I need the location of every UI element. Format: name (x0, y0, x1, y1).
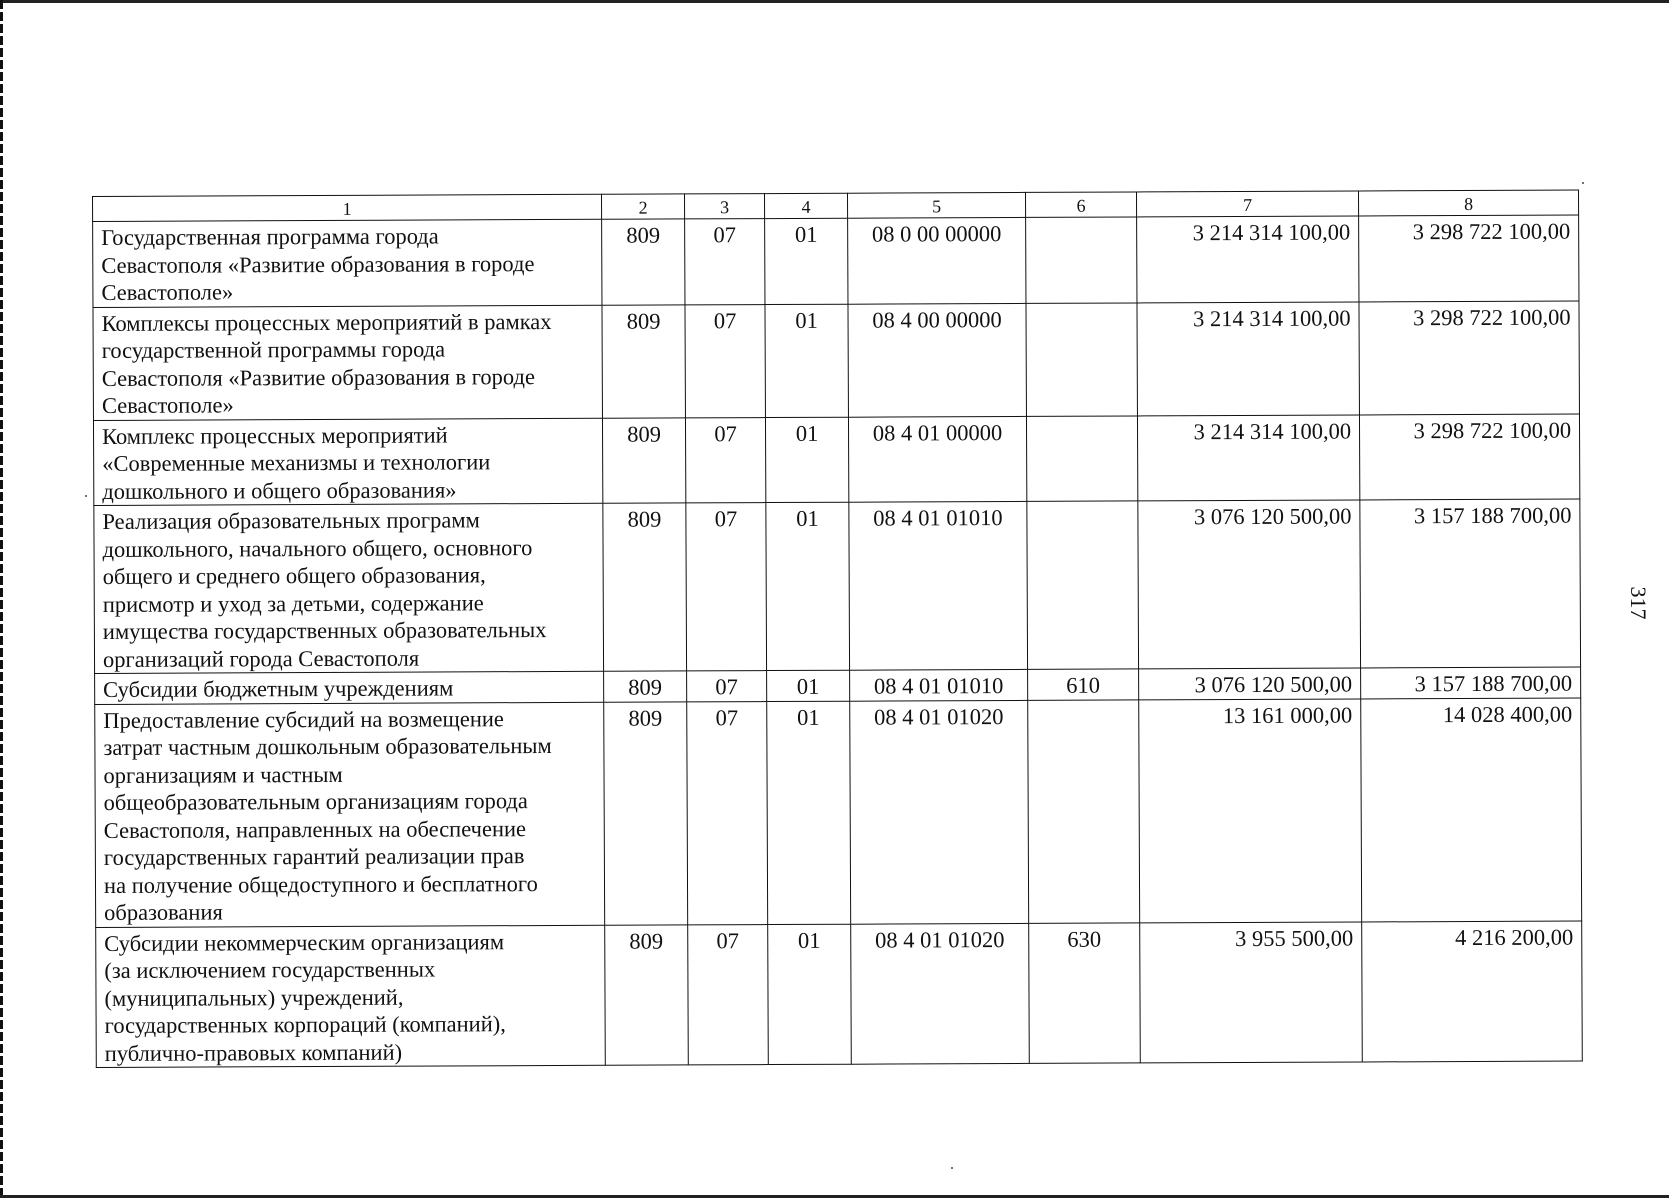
row-col-6 (1026, 415, 1137, 501)
row-col-7: 3 214 314 100,00 (1137, 301, 1359, 415)
header-cell: 4 (764, 193, 847, 218)
row-col-3: 07 (685, 417, 765, 503)
row-col-5: 08 4 00 00000 (848, 303, 1026, 417)
row-col-2: 809 (604, 671, 687, 702)
row-col-2: 809 (602, 304, 685, 417)
row-col-3: 07 (685, 304, 765, 417)
budget-table (92, 190, 1583, 1068)
header-cell: 1 (93, 194, 602, 221)
table-row (93, 215, 1579, 307)
table-row (93, 414, 1579, 506)
row-col-8: 3 298 722 100,00 (1359, 301, 1579, 415)
header-cell: 2 (601, 194, 684, 219)
row-col-5: 08 4 01 00000 (848, 416, 1026, 502)
row-col-7: 3 214 314 100,00 (1137, 216, 1359, 302)
row-col-5: 08 4 01 01020 (850, 700, 1029, 924)
row-col-4: 01 (767, 670, 850, 701)
row-col-2: 809 (603, 503, 687, 671)
row-col-5: 08 0 00 00000 (848, 217, 1026, 303)
row-col-7: 3 076 120 500,00 (1139, 668, 1361, 699)
row-col-5: 08 4 01 01020 (851, 923, 1030, 1064)
row-col-3: 07 (687, 671, 767, 702)
row-col-4: 01 (766, 502, 850, 670)
row-col-7: 13 161 000,00 (1139, 698, 1362, 922)
scan-top-border (0, 0, 1669, 3)
row-col-2: 809 (604, 701, 688, 924)
row-col-8: 4 216 200,00 (1362, 921, 1583, 1062)
row-col-3: 07 (685, 219, 765, 305)
row-col-6 (1028, 699, 1140, 922)
row-col-6: 610 (1028, 669, 1139, 700)
header-cell: 3 (684, 194, 764, 219)
page-number: 317 (1626, 586, 1651, 620)
row-col-6: 630 (1029, 922, 1141, 1063)
row-name: Государственная программа города Севастополя «Развитие образования в городе Севастополе» (93, 219, 602, 307)
row-col-8: 3 298 722 100,00 (1359, 215, 1579, 301)
row-name: Комплекс процессных мероприятий «Современные механизмы и технологии дошкольного и общего образования» (93, 418, 602, 506)
row-name: Субсидии бюджетным учреждениям (95, 671, 604, 704)
row-name: Предоставление субсидий на возмещение затрат частным дошкольным образовательным организациям и частным общеобразовательным организациям города Севастополя, направленных на обеспечение государственных гарантий реализации прав на получение общедоступного и бесплатного образования (95, 702, 605, 927)
table-row (94, 499, 1581, 673)
row-col-3: 07 (686, 503, 767, 671)
row-col-8: 3 157 188 700,00 (1361, 667, 1581, 698)
row-col-6 (1026, 302, 1137, 415)
row-col-3: 07 (688, 924, 769, 1065)
table-row (95, 698, 1582, 927)
scan-left-border (0, 0, 3, 1200)
table-row (93, 301, 1579, 420)
row-col-5: 08 4 01 01010 (849, 501, 1028, 670)
row-col-8: 14 028 400,00 (1361, 698, 1582, 922)
table-row (96, 921, 1583, 1068)
row-col-4: 01 (765, 417, 848, 503)
row-col-4: 01 (765, 304, 848, 417)
row-col-2: 809 (602, 417, 685, 503)
row-name: Реализация образовательных программ дошкольного, начального общего, основного общего и среднего общего образования, присмотр и уход за детьми, содержание имущества государственных образовательных организаций города Севастополя (94, 503, 604, 673)
row-col-4: 01 (765, 218, 848, 304)
row-col-7: 3 076 120 500,00 (1138, 500, 1361, 669)
scan-bottom-border (0, 1195, 1669, 1198)
header-cell: 8 (1358, 190, 1578, 216)
row-col-4: 01 (767, 701, 851, 924)
row-col-7: 3 214 314 100,00 (1137, 414, 1359, 500)
row-name: Комплексы процессных мероприятий в рамках государственной программы города Севастополя «Развитие образования в городе Севастополе» (93, 305, 602, 420)
row-col-2: 809 (605, 924, 689, 1065)
row-col-8: 3 298 722 100,00 (1359, 414, 1579, 500)
scan-speck (1582, 182, 1584, 184)
row-col-6 (1026, 217, 1137, 303)
row-col-8: 3 157 188 700,00 (1360, 499, 1581, 668)
row-name: Субсидии некоммерческим организациям (за исключением государственных (муниципальных) учреждений, государственных корпораций (компаний), публично-правовых компаний) (96, 925, 606, 1068)
row-col-4: 01 (768, 924, 852, 1065)
header-cell: 7 (1136, 191, 1358, 217)
row-col-2: 809 (602, 219, 685, 305)
header-cell: 5 (847, 192, 1025, 218)
scan-speck (85, 495, 87, 497)
row-col-5: 08 4 01 01010 (850, 669, 1028, 700)
scan-speck (951, 1167, 953, 1169)
header-cell: 6 (1025, 192, 1136, 217)
row-col-7: 3 955 500,00 (1140, 921, 1363, 1062)
row-col-6 (1027, 501, 1139, 669)
row-col-3: 07 (687, 701, 768, 924)
